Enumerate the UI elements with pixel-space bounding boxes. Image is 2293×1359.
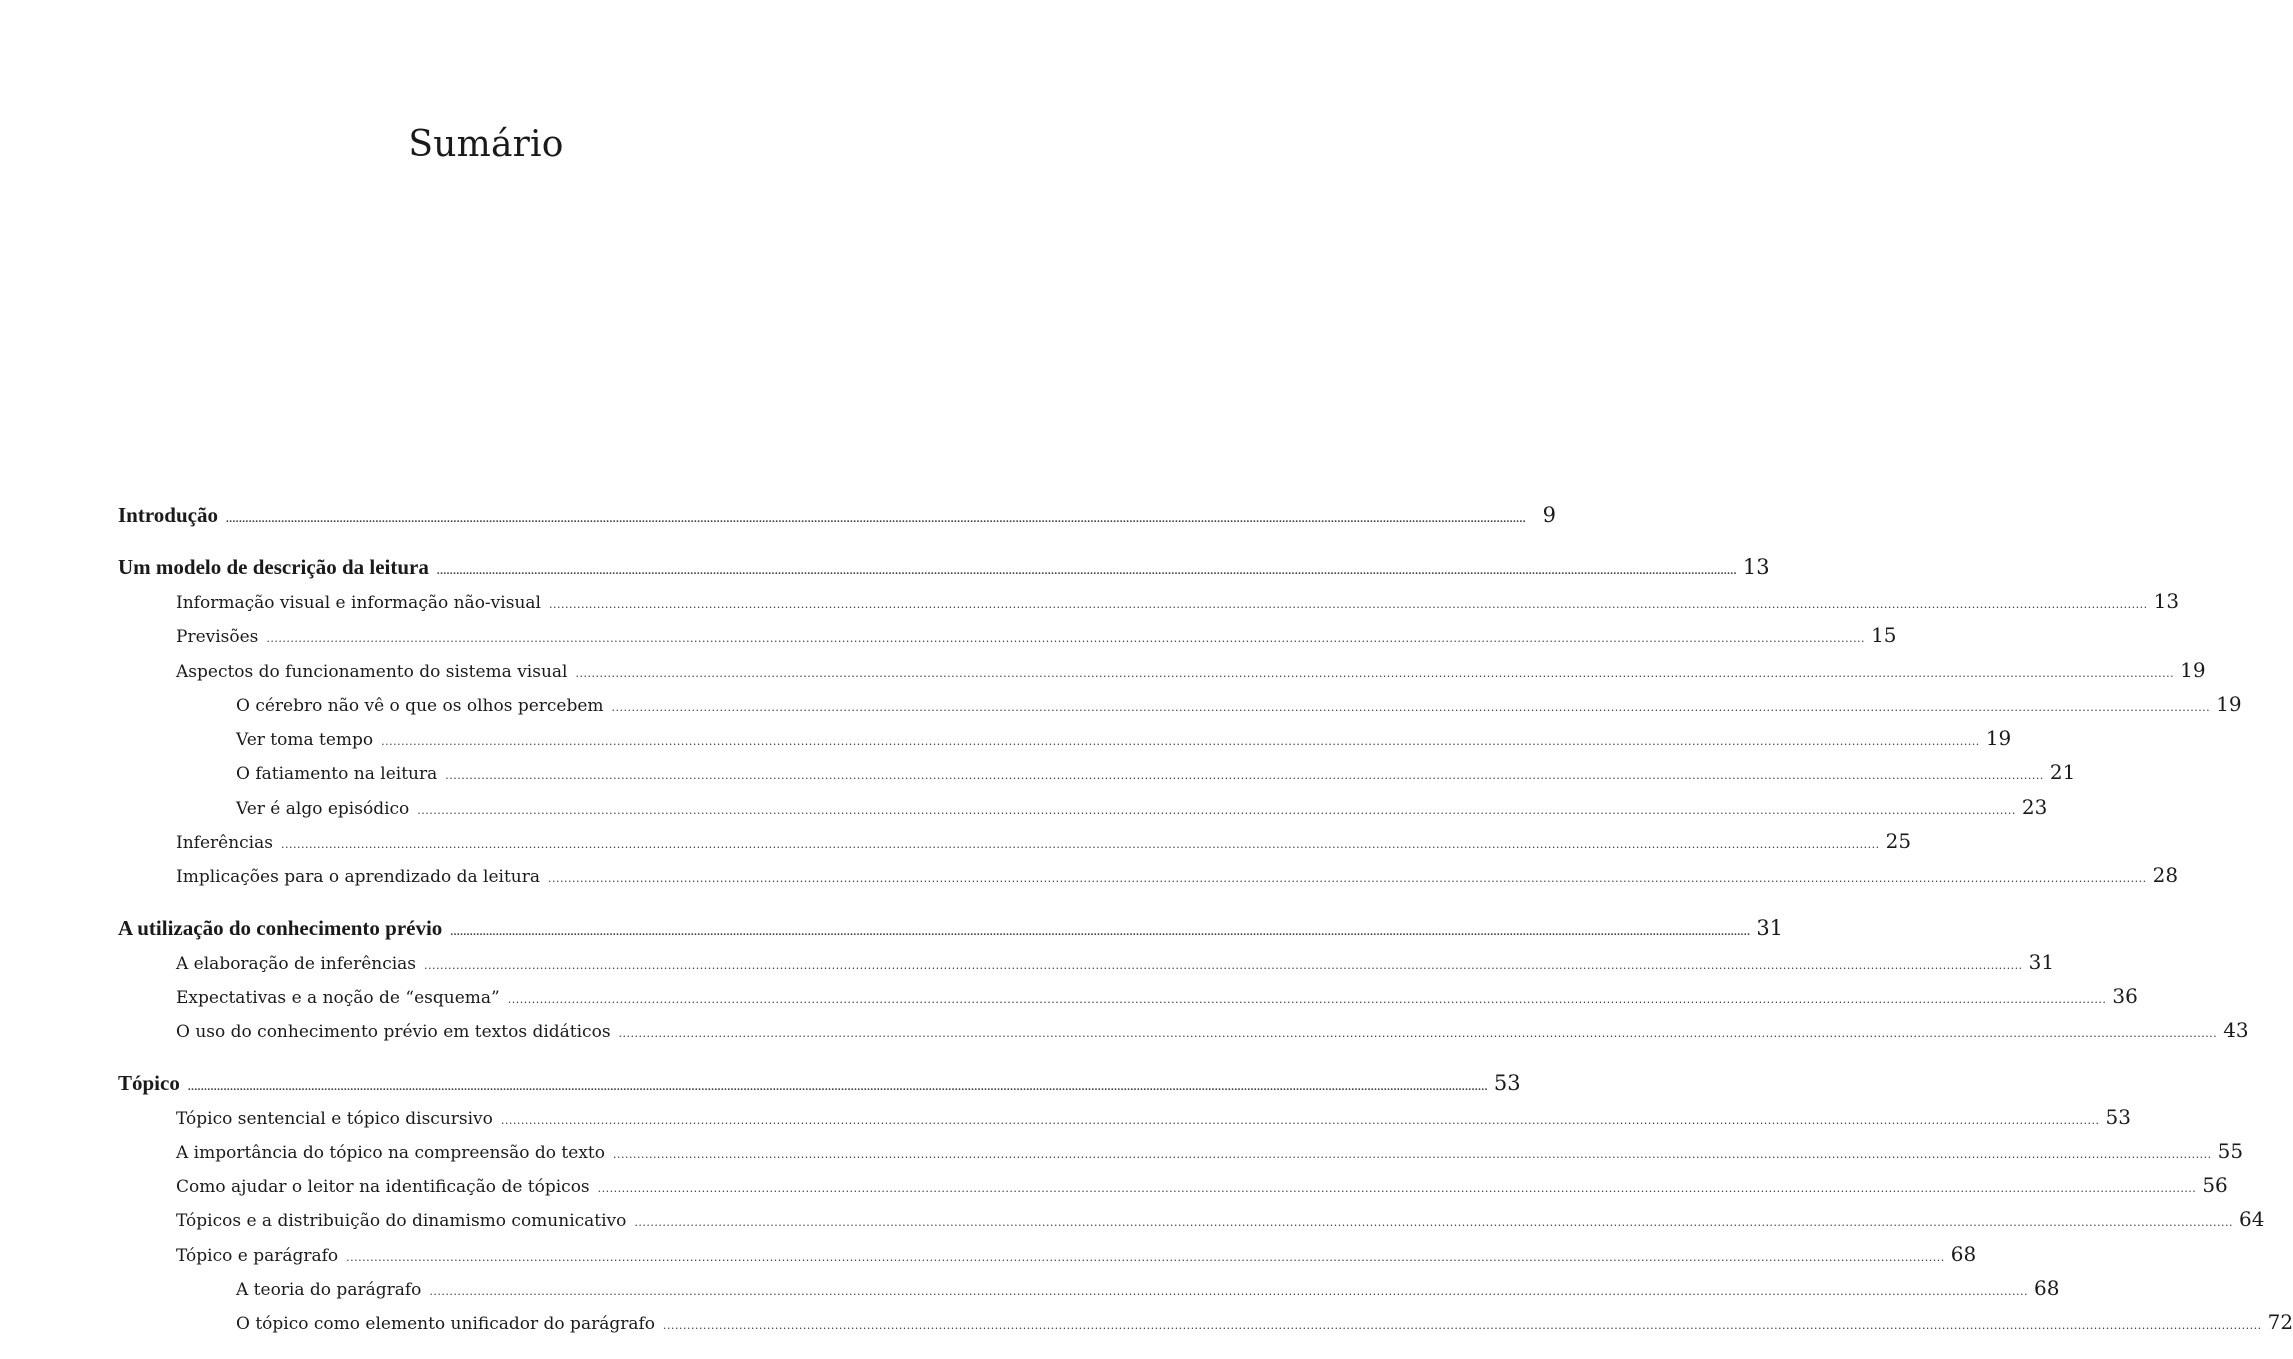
dot-leader: ................................................................................................................................................................................................................................................................................................................................................................................................................ (436, 565, 1737, 577)
page-title: Sumário (408, 124, 564, 165)
toc-entry[interactable] (118, 1307, 2293, 1341)
dot-leader: ................................................................................................................................................................................................................................................................................................................................................................................................................ (507, 992, 2107, 1006)
toc-entry-label: Ver toma tempo (236, 730, 374, 751)
toc-page-number: 28 (2152, 863, 2179, 888)
table-of-contents (118, 500, 2293, 1342)
toc-entry[interactable] (118, 1273, 2060, 1307)
toc-page-number: 15 (1871, 623, 1897, 648)
dot-leader: ................................................................................................................................................................................................................................................................................................................................................................................................................ (280, 838, 1880, 852)
toc-page-number: 13 (2153, 589, 2180, 613)
toc-entry[interactable] (118, 689, 2242, 723)
dot-leader: ................................................................................................................................................................................................................................................................................................................................................................................................................ (429, 1285, 2029, 1299)
dot-leader: ................................................................................................................................................................................................................................................................................................................................................................................................................ (663, 1319, 2262, 1333)
toc-page-number: 53 (2105, 1104, 2131, 1129)
toc-entry-label: Como ajudar o leitor na identificação de tópicos (176, 1177, 590, 1198)
dot-leader: ................................................................................................................................................................................................................................................................................................................................................................................................................ (417, 803, 2016, 817)
toc-page-number: 72 (2267, 1310, 2293, 1335)
toc-entry[interactable] (118, 1239, 1977, 1273)
toc-entry-label: Ver é algo episódico (236, 798, 410, 819)
toc-page-number: 19 (1985, 726, 2012, 751)
toc-entry[interactable] (118, 757, 2076, 791)
dot-leader: ................................................................................................................................................................................................................................................................................................................................................................................................................ (346, 1250, 1945, 1264)
dot-leader: ................................................................................................................................................................................................................................................................................................................................................................................................................ (612, 1147, 2212, 1161)
toc-page-number: 25 (1885, 829, 1912, 854)
toc-entry-label: Previsões (176, 627, 259, 648)
toc-entry-label: Tópico (118, 1070, 180, 1095)
toc-entry-label: Aspectos do funcionamento do sistema visual (176, 661, 568, 682)
toc-entry[interactable] (118, 1015, 2249, 1049)
toc-page-number: 19 (2216, 691, 2242, 716)
toc-page-number: 31 (1756, 915, 1784, 940)
toc-entry-label: Tópico e parágrafo (176, 1245, 339, 1266)
toc-entry[interactable] (118, 620, 1897, 654)
dot-leader: ................................................................................................................................................................................................................................................................................................................................................................................................................ (548, 872, 2147, 886)
dot-leader: ................................................................................................................................................................................................................................................................................................................................................................................................................ (500, 1113, 2100, 1127)
toc-entry-label: A utilização do conhecimento prévio (118, 915, 443, 940)
toc-page-number: 53 (1493, 1070, 1521, 1095)
toc-page-number: 19 (2180, 657, 2206, 682)
toc-page-number: 56 (2202, 1173, 2228, 1198)
toc-entry-label: Inferências (176, 833, 273, 854)
toc-page-number: 23 (2021, 794, 2048, 819)
toc-entry-label: Tópico sentencial e tópico discursivo (176, 1108, 493, 1129)
toc-entry-label: Um modelo de descrição da leitura (118, 555, 429, 579)
dot-leader: ................................................................................................................................................................................................................................................................................................................................................................................................................ (225, 513, 1526, 525)
toc-page-number: 64 (2239, 1207, 2265, 1232)
toc-entry[interactable] (118, 552, 1770, 586)
toc-entry[interactable] (118, 860, 2179, 894)
toc-entry[interactable] (118, 500, 1556, 534)
dot-leader: ................................................................................................................................................................................................................................................................................................................................................................................................................ (548, 598, 2148, 611)
dot-leader: ................................................................................................................................................................................................................................................................................................................................................................................................................ (381, 735, 1980, 749)
dot-leader: ................................................................................................................................................................................................................................................................................................................................................................................................................ (634, 1216, 2234, 1230)
toc-entry-label: Tópicos e a distribuição do dinamismo comunicativo (176, 1211, 627, 1232)
toc-entry-label: Expectativas e a noção de “esquema” (176, 987, 500, 1008)
toc-entry-label: O uso do conhecimento prévio em textos didáticos (176, 1022, 611, 1043)
toc-entry-label: O cérebro não vê o que os olhos percebem (236, 695, 604, 716)
toc-entry-label: A importância do tópico na compreensão do texto (176, 1142, 605, 1163)
dot-leader: ................................................................................................................................................................................................................................................................................................................................................................................................................ (450, 925, 1751, 938)
toc-page-number: 55 (2217, 1138, 2244, 1163)
toc-entry-label: Implicações para o aprendizado da leitura (176, 867, 540, 888)
toc-entry[interactable] (118, 792, 2048, 826)
toc-entry[interactable] (118, 947, 2055, 981)
toc-entry[interactable] (118, 655, 2206, 689)
dot-leader: ................................................................................................................................................................................................................................................................................................................................................................................................................ (424, 958, 2023, 972)
dot-leader: ................................................................................................................................................................................................................................................................................................................................................................................................................ (266, 632, 1866, 646)
toc-entry[interactable] (118, 1136, 2244, 1170)
toc-entry[interactable] (118, 981, 2138, 1015)
toc-page-number: 9 (1542, 503, 1556, 527)
dot-leader: ................................................................................................................................................................................................................................................................................................................................................................................................................ (611, 700, 2211, 714)
toc-page-number: 68 (1950, 1241, 1977, 1266)
toc-entry[interactable] (118, 913, 1784, 947)
toc-page-number: 36 (2112, 983, 2138, 1008)
toc-entry-label: Introdução (118, 503, 218, 527)
dot-leader: ................................................................................................................................................................................................................................................................................................................................................................................................................ (445, 769, 2044, 783)
toc-entry-label: O fatiamento na leitura (236, 764, 438, 785)
dot-leader: ................................................................................................................................................................................................................................................................................................................................................................................................................ (618, 1027, 2218, 1041)
toc-page-number: 31 (2028, 949, 2055, 974)
toc-entry[interactable] (118, 826, 1912, 860)
toc-entry[interactable] (118, 1204, 2265, 1238)
toc-page-number: 43 (2223, 1018, 2249, 1043)
toc-entry-label: O tópico como elemento unificador do parágrafo (236, 1314, 656, 1335)
toc-entry[interactable] (118, 586, 2180, 620)
toc-entry-label: Informação visual e informação não-visual (176, 593, 541, 613)
toc-entry-label: A elaboração de inferências (176, 953, 417, 974)
toc-page-number: 21 (2049, 760, 2076, 785)
toc-page-number: 13 (1742, 555, 1770, 579)
toc-entry[interactable] (118, 1068, 1521, 1102)
dot-leader: ................................................................................................................................................................................................................................................................................................................................................................................................................ (575, 666, 2175, 680)
dot-leader: ................................................................................................................................................................................................................................................................................................................................................................................................................ (597, 1182, 2197, 1196)
toc-entry[interactable] (118, 1170, 2228, 1204)
toc-entry[interactable] (118, 723, 2012, 757)
toc-page-number: 68 (2034, 1276, 2060, 1301)
dot-leader: ................................................................................................................................................................................................................................................................................................................................................................................................................ (187, 1080, 1488, 1093)
toc-entry[interactable] (118, 1102, 2131, 1136)
toc-entry-label: A teoria do parágrafo (236, 1280, 422, 1301)
